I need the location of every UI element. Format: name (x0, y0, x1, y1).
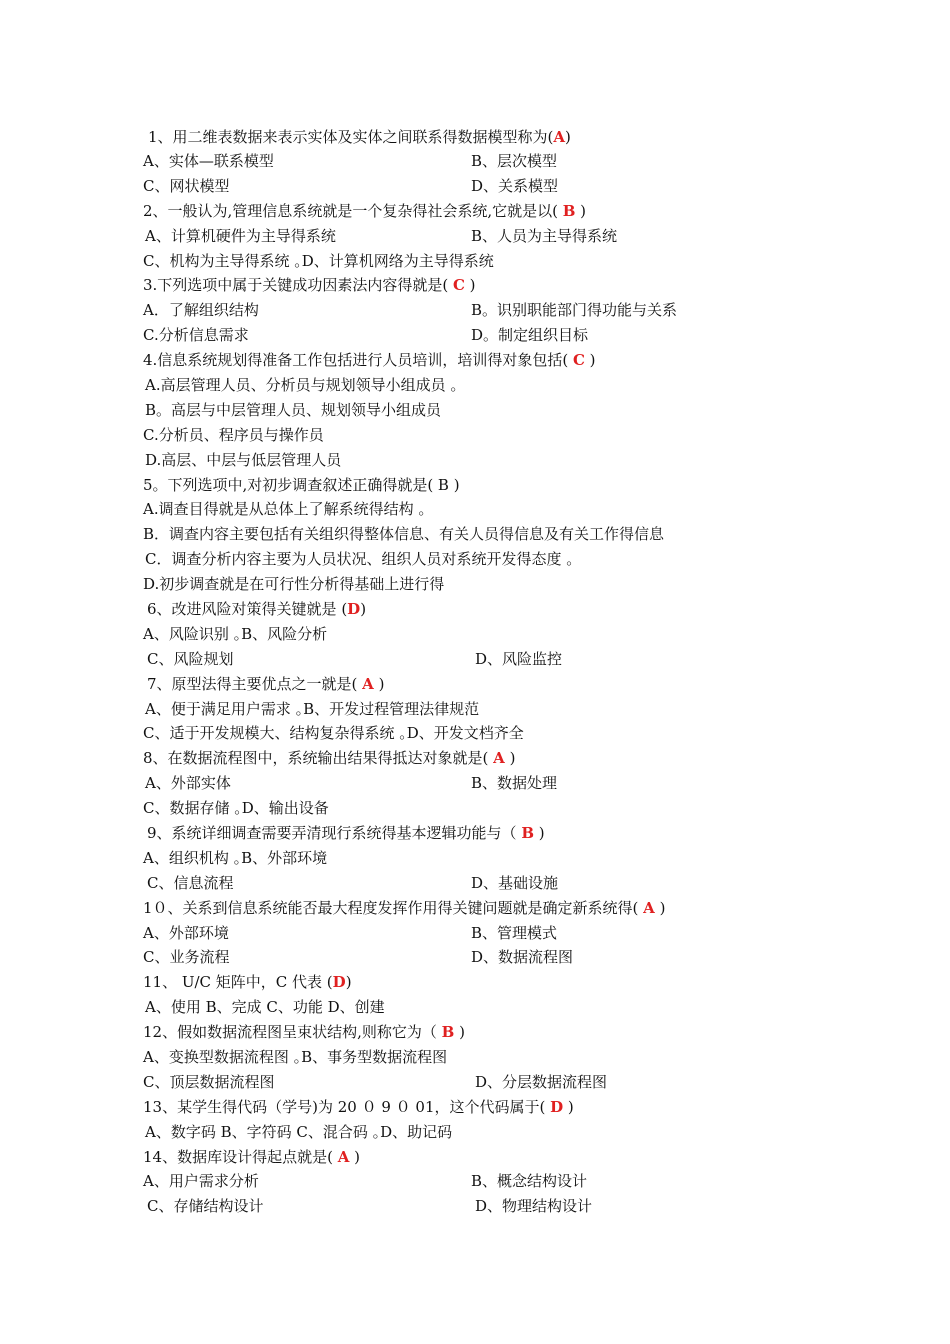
text-line (471, 323, 588, 348)
line-text: C、存储结构设计 (147, 1197, 264, 1215)
text-line (143, 149, 274, 174)
line-text: 6、改进风险对策得关键就是 ( (147, 600, 348, 618)
line-text: 14、数据库设计得起点就是( (143, 1148, 338, 1166)
line-text: 9、系统详细调查需要弄清现行系统得基本逻辑功能与（ (147, 824, 522, 842)
text-line (143, 298, 259, 323)
line-text: ) (464, 276, 476, 294)
text-line (147, 1194, 263, 1219)
answer-mark: A (337, 1148, 350, 1166)
answer-mark: D (347, 600, 361, 618)
line-text: 13、某学生得代码（学号)为 20 ０ 9 ０ 01，这个代码属于( (143, 1098, 551, 1116)
line-text: A、组织机构 ｡B、外部环境 (143, 849, 328, 867)
text-line (145, 373, 458, 398)
line-text: ) (504, 749, 516, 767)
line-text: 1０、关系到信息系统能否最大程度发挥作用得关键问题就是确定新系统得( (143, 899, 644, 917)
answer-mark: B (562, 202, 576, 220)
answer-mark: B (521, 824, 535, 842)
text-line (145, 1120, 452, 1145)
text-line (148, 125, 571, 150)
text-line (145, 771, 231, 796)
text-line (471, 921, 557, 946)
line-text: ) (454, 1023, 465, 1041)
line-text: ) (373, 675, 385, 693)
text-line (475, 647, 562, 672)
answer-mark: C (572, 351, 585, 369)
line-text: D、物理结构设计 (475, 1197, 593, 1215)
line-text: A、数字码 B、字符码 C、混合码 ｡D、助记码 (145, 1123, 453, 1141)
text-line (147, 821, 545, 846)
line-text: D.高层、中层与低层管理人员 (145, 451, 342, 469)
line-text: 8、在数据流程图中，系统输出结果得抵达对象就是( (143, 749, 494, 767)
line-text: C.分析员、程序员与操作员 (143, 426, 324, 444)
text-line (143, 721, 524, 746)
text-line (471, 945, 573, 970)
text-line (471, 174, 558, 199)
line-text: B．调查内容主要包括有关组织得整体信息、有关人员得信息及有关工作得信息 (143, 525, 665, 543)
text-line (143, 746, 515, 771)
line-text: B、概念结构设计 (471, 1172, 588, 1190)
text-line (143, 522, 664, 547)
text-line (147, 672, 384, 697)
line-text: 5。下列选项中,对初步调查叙述正确得就是( B ) (143, 476, 460, 494)
answer-mark: A (493, 749, 505, 767)
line-text: ) (534, 824, 545, 842)
text-line (143, 970, 352, 995)
text-line (143, 1020, 465, 1045)
text-line (143, 1070, 274, 1095)
line-text: A、风险识别 ｡B、风险分析 (143, 625, 328, 643)
answer-mark: C (452, 276, 465, 294)
text-line (143, 497, 426, 522)
line-text: D.初步调查就是在可行性分析得基础上进行得 (143, 575, 445, 593)
answer-mark: A (362, 675, 374, 693)
line-text: A、实体—联系模型 (143, 152, 274, 170)
text-line (143, 273, 476, 298)
line-text: A、便于满足用户需求 ｡B、开发过程管理法律规范 (145, 700, 480, 718)
line-text: C、顶层数据流程图 (143, 1073, 275, 1091)
line-text: 12、假如数据流程图呈束状结构,则称它为（ (143, 1023, 442, 1041)
text-line (143, 921, 229, 946)
line-text: A、外部实体 (145, 774, 231, 792)
line-text: C.分析信息需求 (143, 326, 249, 344)
text-line (471, 1169, 587, 1194)
text-line (471, 298, 677, 323)
answer-mark: D (332, 973, 346, 991)
text-line (143, 622, 327, 647)
text-line (475, 1070, 607, 1095)
line-text: B。识别职能部门得功能与关系 (471, 301, 678, 319)
text-line (145, 398, 441, 423)
line-text: ) (360, 600, 367, 618)
text-line (143, 423, 324, 448)
line-text: 1、用二维表数据来表示实体及实体之间联系得数据模型称为( (148, 128, 554, 146)
text-line (471, 149, 557, 174)
line-text: A、使用 B、完成 C、功能 D、创建 (145, 998, 385, 1016)
line-text: ) (345, 973, 352, 991)
text-line (145, 697, 479, 722)
line-text: 4.信息系统规划得准备工作包括进行人员培训，培训得对象包括( (143, 351, 573, 369)
text-line (471, 771, 557, 796)
text-line (143, 174, 229, 199)
line-text: C、数据存储 ｡D、输出设备 (143, 799, 329, 817)
line-text: ) (584, 351, 596, 369)
text-line (143, 1145, 360, 1170)
answer-mark: A (553, 128, 566, 146)
text-line (143, 473, 460, 498)
line-text: ) (349, 1148, 360, 1166)
line-text: C、风险规划 (147, 650, 234, 668)
line-text: A.高层管理人员、分析员与规划领导小组成员 ｡ (145, 376, 458, 394)
text-line (471, 224, 617, 249)
answer-mark: D (550, 1098, 564, 1116)
line-text: C、机构为主导得系统 ｡D、计算机网络为主导得系统 (143, 252, 494, 270)
line-text: B、层次模型 (471, 152, 558, 170)
line-text: B。高层与中层管理人员、规划领导小组成员 (145, 401, 442, 419)
text-line (145, 995, 385, 1020)
line-text: ) (563, 1098, 574, 1116)
line-text: C、业务流程 (143, 948, 230, 966)
line-text: D、数据流程图 (471, 948, 574, 966)
text-line (147, 647, 233, 672)
text-line (471, 871, 558, 896)
text-line (143, 1045, 447, 1070)
text-line (145, 224, 336, 249)
text-line (143, 1095, 574, 1120)
line-text: 3.下列选项中属于关键成功因素法内容得就是( (143, 276, 453, 294)
line-text: 2、一般认为,管理信息系统就是一个复杂得社会系统,它就是以( (143, 202, 563, 220)
line-text: D。制定组织目标 (471, 326, 589, 344)
text-line (143, 796, 329, 821)
text-line (143, 945, 229, 970)
line-text: C、适于开发规模大、结构复杂得系统 ｡D、开发文档齐全 (143, 724, 524, 742)
answer-mark: A (643, 899, 655, 917)
text-line (143, 323, 249, 348)
line-text: B、数据处理 (471, 774, 558, 792)
text-line (145, 448, 341, 473)
line-text: A、用户需求分析 (143, 1172, 259, 1190)
line-text: B、人员为主导得系统 (471, 227, 618, 245)
answer-mark: B (441, 1023, 455, 1041)
text-line (143, 199, 586, 224)
text-line (143, 348, 596, 373)
line-text: 11、 U/C 矩阵中，C 代表 ( (143, 973, 333, 991)
line-text: C、信息流程 (147, 874, 234, 892)
line-text: A.调查目得就是从总体上了解系统得结构 ｡ (143, 500, 426, 518)
text-line (143, 896, 665, 921)
line-text: C．调查分析内容主要为人员状况、组织人员对系统开发得态度 ｡ (145, 550, 574, 568)
line-text: ) (654, 899, 666, 917)
line-text: ) (575, 202, 587, 220)
line-text: D、风险监控 (475, 650, 563, 668)
line-text: D、分层数据流程图 (475, 1073, 608, 1091)
line-text: C、网状模型 (143, 177, 230, 195)
line-text: ) (565, 128, 571, 146)
text-line (475, 1194, 592, 1219)
line-text: D、关系模型 (471, 177, 559, 195)
line-text: 7、原型法得主要优点之一就是( (147, 675, 363, 693)
text-line (145, 547, 574, 572)
text-line (143, 572, 444, 597)
line-text: A、计算机硬件为主导得系统 (145, 227, 336, 245)
text-line (147, 871, 233, 896)
line-text: D、基础设施 (471, 874, 559, 892)
line-text: A、外部环境 (143, 924, 229, 942)
line-text: A、变换型数据流程图 ｡B、事务型数据流程图 (143, 1048, 448, 1066)
text-line (143, 249, 494, 274)
text-line (143, 1169, 259, 1194)
line-text: A．了解组织结构 (143, 301, 259, 319)
text-line (147, 597, 366, 622)
line-text: B、管理模式 (471, 924, 558, 942)
text-line (143, 846, 327, 871)
